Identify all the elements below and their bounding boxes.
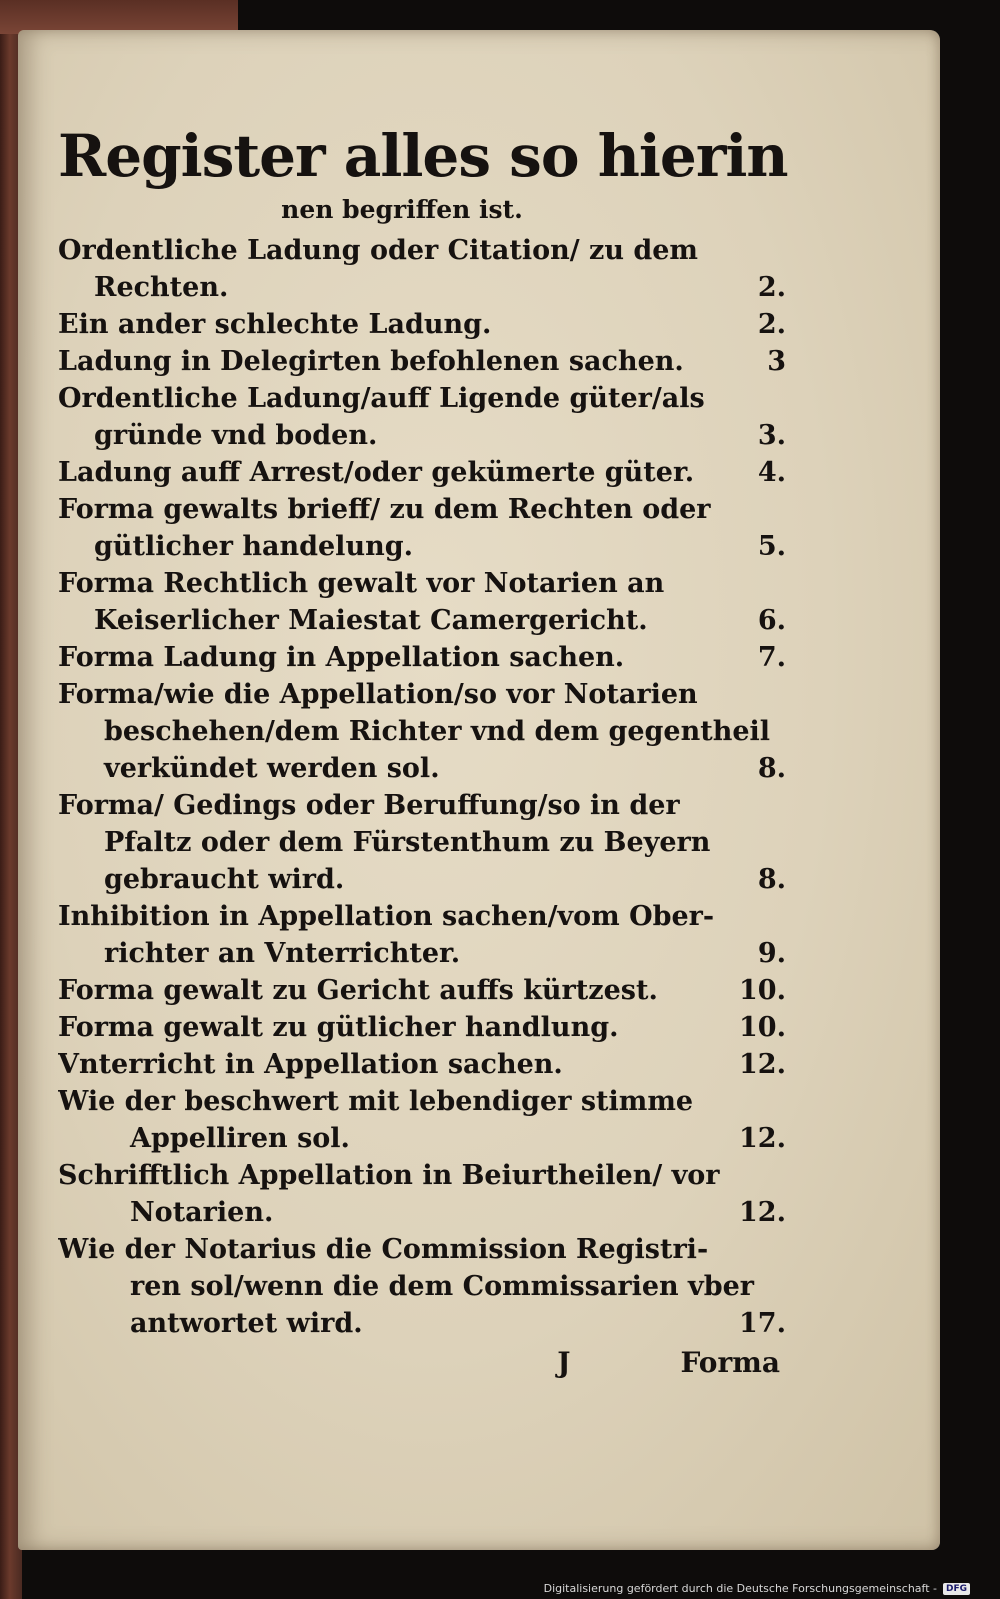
entry-page-number: 10. — [739, 1012, 786, 1043]
book-page — [18, 30, 940, 1550]
entry-text: Vnterricht in Appellation sachen. — [58, 1049, 563, 1080]
register-entry — [58, 232, 786, 306]
register-entry — [58, 787, 786, 898]
register-entry — [58, 1231, 786, 1342]
register-entry — [58, 1046, 786, 1083]
entry-page-number: 12. — [739, 1049, 786, 1080]
entry-text: beschehen/dem Richter vnd dem gegentheil — [104, 716, 771, 747]
page-subtitle: nen begriffen ist. — [281, 195, 523, 224]
entry-line — [58, 306, 786, 343]
register-entry — [58, 1157, 786, 1231]
entry-text: Appelliren sol. — [130, 1123, 350, 1154]
register-entry — [58, 972, 786, 1009]
entry-text: richter an Vnterrichter. — [104, 938, 461, 969]
entry-line — [58, 676, 786, 713]
entry-text: Forma Ladung in Appellation sachen. — [58, 642, 625, 673]
entry-line — [58, 1046, 786, 1083]
entry-text: Ladung in Delegirten befohlenen sachen. — [58, 346, 684, 377]
entry-line — [58, 269, 786, 306]
register-entries — [58, 232, 786, 1342]
entry-line — [58, 417, 786, 454]
register-entry — [58, 306, 786, 343]
entry-text: Rechten. — [94, 272, 229, 303]
entry-line — [58, 824, 786, 861]
entry-page-number: 10. — [739, 975, 786, 1006]
entry-line — [58, 528, 786, 565]
entry-page-number: 5. — [757, 531, 786, 562]
entry-line — [58, 454, 786, 491]
entry-line — [58, 713, 786, 750]
entry-text: Ordentliche Ladung oder Citation/ zu dem — [58, 235, 698, 266]
entry-line — [58, 565, 786, 602]
catchword: Forma — [680, 1346, 780, 1379]
entry-page-number: 3 — [767, 346, 786, 377]
register-entry — [58, 380, 786, 454]
entry-page-number: 7. — [757, 642, 786, 673]
entry-page-number: 9. — [757, 938, 786, 969]
entry-text: Schrifftlich Appellation in Beiurtheilen/ vor — [58, 1160, 720, 1191]
entry-page-number: 8. — [757, 753, 786, 784]
entry-line — [58, 491, 786, 528]
entry-line — [58, 972, 786, 1009]
entry-line — [58, 1194, 786, 1231]
entry-line — [58, 935, 786, 972]
register-entry — [58, 343, 786, 380]
entry-text: gütlicher handelung. — [94, 531, 413, 562]
entry-text: Forma Rechtlich gewalt vor Notarien an — [58, 568, 665, 599]
entry-line — [58, 1268, 786, 1305]
entry-line — [58, 639, 786, 676]
entry-page-number: 6. — [757, 605, 786, 636]
signature-mark: J — [557, 1346, 571, 1379]
entry-page-number: 17. — [739, 1308, 786, 1339]
entry-text: antwortet wird. — [130, 1308, 363, 1339]
entry-page-number: 2. — [757, 272, 786, 303]
entry-line — [58, 380, 786, 417]
entry-line — [58, 1305, 786, 1342]
entry-line — [58, 1120, 786, 1157]
entry-line — [58, 1157, 786, 1194]
entry-text: Wie der Notarius die Commission Registri- — [58, 1234, 709, 1265]
entry-text: ren sol/wenn die dem Commissarien vber — [130, 1271, 755, 1302]
entry-line — [58, 1009, 786, 1046]
entry-text: Forma/wie die Appellation/so vor Notarien — [58, 679, 698, 710]
register-entry — [58, 1083, 786, 1157]
register-entry — [58, 454, 786, 491]
register-entry — [58, 676, 786, 787]
page-title: Register alles so hierin — [58, 122, 788, 190]
entry-text: Keiserlicher Maiestat Camergericht. — [94, 605, 648, 636]
entry-page-number: 3. — [757, 420, 786, 451]
entry-text: Pfaltz oder dem Fürstenthum zu Beyern — [104, 827, 711, 858]
entry-line — [58, 343, 786, 380]
entry-text: Inhibition in Appellation sachen/vom Ober- — [58, 901, 715, 932]
footer-text: Digitalisierung gefördert durch die Deutsche Forschungsgemeinschaft - — [543, 1582, 937, 1595]
register-entry — [58, 898, 786, 972]
entry-text: Ordentliche Ladung/auff Ligende güter/als — [58, 383, 705, 414]
dfg-logo: DFG — [943, 1583, 970, 1595]
entry-text: Forma gewalt zu Gericht auffs kürtzest. — [58, 975, 658, 1006]
register-entry — [58, 491, 786, 565]
entry-page-number: 8. — [757, 864, 786, 895]
entry-page-number: 4. — [757, 457, 786, 488]
catch-line — [58, 1344, 786, 1382]
entry-line — [58, 1231, 786, 1268]
entry-line — [58, 232, 786, 269]
entry-text: Notarien. — [130, 1197, 274, 1228]
entry-text: verkündet werden sol. — [104, 753, 440, 784]
register-entry — [58, 1009, 786, 1046]
register-entry — [58, 565, 786, 639]
entry-page-number: 12. — [739, 1123, 786, 1154]
entry-text: gründe vnd boden. — [94, 420, 378, 451]
entry-text: Forma/ Gedings oder Beruffung/so in der — [58, 790, 680, 821]
entry-text: Forma gewalts brieff/ zu dem Rechten oder — [58, 494, 711, 525]
entry-text: gebraucht wird. — [104, 864, 345, 895]
register-text — [58, 118, 786, 1382]
entry-line — [58, 861, 786, 898]
digitization-footer — [544, 1582, 970, 1595]
entry-line — [58, 898, 786, 935]
entry-line — [58, 1083, 786, 1120]
entry-line — [58, 602, 786, 639]
entry-text: Wie der beschwert mit lebendiger stimme — [58, 1086, 694, 1117]
entry-page-number: 12. — [739, 1197, 786, 1228]
entry-page-number: 2. — [757, 309, 786, 340]
entry-text: Ein ander schlechte Ladung. — [58, 309, 492, 340]
entry-text: Ladung auff Arrest/oder gekümerte güter. — [58, 457, 695, 488]
entry-line — [58, 750, 786, 787]
register-entry — [58, 639, 786, 676]
book-cover-edge — [0, 0, 238, 34]
entry-line — [58, 787, 786, 824]
entry-text: Forma gewalt zu gütlicher handlung. — [58, 1012, 619, 1043]
